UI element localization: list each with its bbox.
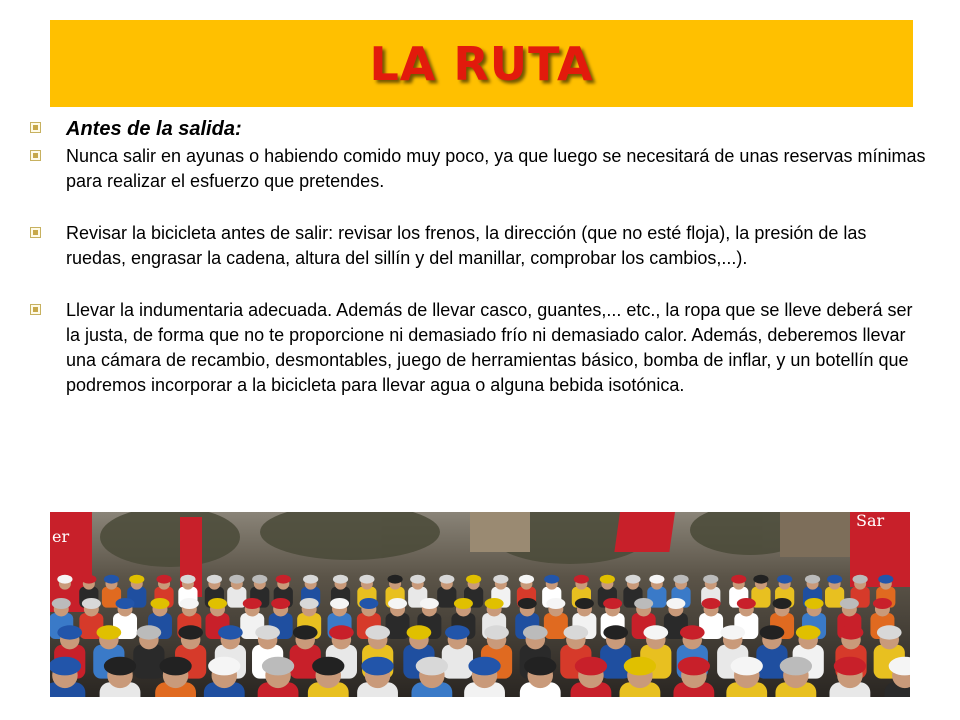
- cyclist-helmet: [702, 598, 721, 609]
- cyclist-helmet: [407, 625, 432, 639]
- cyclist-helmet: [57, 575, 72, 584]
- banner-left-text: er: [52, 527, 70, 546]
- cyclist-helmet: [649, 575, 664, 584]
- cyclist-helmet: [50, 657, 81, 676]
- cyclist-jersey: [133, 645, 164, 679]
- cyclist-helmet: [773, 598, 792, 609]
- cyclist-helmet: [454, 598, 473, 609]
- cyclist-helmet: [703, 575, 718, 584]
- cyclist-helmet: [255, 625, 280, 639]
- cyclist-helmet: [180, 598, 199, 609]
- cyclist-helmet: [104, 575, 119, 584]
- cyclist-helmet: [229, 575, 244, 584]
- cyclist-helmet: [519, 575, 534, 584]
- cyclist-jersey: [544, 613, 568, 639]
- cyclist-helmet: [678, 657, 710, 676]
- slide-title: LA RUTA: [369, 36, 594, 91]
- cyclist-helmet: [207, 575, 222, 584]
- cyclist-helmet: [805, 598, 824, 609]
- cyclist-helmet: [293, 625, 318, 639]
- cyclist-helmet: [524, 657, 556, 676]
- cyclist-helmet: [839, 625, 864, 639]
- cyclist-helmet: [116, 598, 135, 609]
- cyclist-helmet: [840, 598, 859, 609]
- cyclist-helmet: [485, 598, 504, 609]
- cyclist-helmet: [760, 625, 785, 639]
- cyclist-helmet: [624, 657, 656, 676]
- title-bar: [50, 20, 913, 107]
- cyclist-helmet: [330, 598, 349, 609]
- cyclist-helmet: [178, 625, 203, 639]
- cyclist-helmet: [805, 575, 820, 584]
- cyclist-jersey: [437, 587, 456, 608]
- cyclist-helmet: [445, 625, 470, 639]
- cyclist-helmet: [853, 575, 868, 584]
- cyclist-helmet: [731, 575, 746, 584]
- cyclist-helmet: [156, 575, 171, 584]
- cyclist-helmet: [159, 657, 191, 676]
- cyclist-helmet: [262, 657, 294, 676]
- cyclist-helmet: [643, 625, 668, 639]
- cyclist-helmet: [563, 625, 588, 639]
- cyclist-jersey: [386, 613, 410, 639]
- cyclist-helmet: [439, 575, 454, 584]
- cyclist-helmet: [634, 598, 653, 609]
- bullet-paragraph-1: [30, 144, 930, 194]
- bullet-heading: [30, 116, 930, 142]
- cyclist-helmet: [329, 625, 354, 639]
- cyclist-helmet: [877, 625, 902, 639]
- cyclist-helmet: [150, 598, 169, 609]
- cyclist-helmet: [333, 575, 348, 584]
- cyclist-helmet: [666, 598, 685, 609]
- banner-right-text: Sar: [856, 512, 885, 530]
- cyclist-helmet: [361, 657, 393, 676]
- cyclist-helmet: [416, 657, 448, 676]
- cyclist-helmet: [410, 575, 425, 584]
- cyclist-helmet: [737, 598, 756, 609]
- cyclist-helmet: [365, 625, 390, 639]
- cyclist-helmet: [276, 575, 291, 584]
- cyclist-helmet: [218, 625, 243, 639]
- cyclist-helmet: [546, 598, 565, 609]
- square-bullet-icon: [30, 221, 66, 238]
- cyclist-helmet: [673, 575, 688, 584]
- cyclist-helmet: [243, 598, 262, 609]
- cyclist-helmet: [523, 625, 548, 639]
- paragraph-text: Nunca salir en ayunas o habiendo comido muy poco, ya que luego se necesitará de unas reservas mínimas para realizar el esfuerzo que pretendes.: [66, 146, 926, 191]
- cyclists-crowd-photo: [50, 512, 910, 697]
- paragraph-text: Llevar la indumentaria adecuada. Además de llevar casco, guantes,... etc., la ropa que se lleve deberá ser la justa, de forma que no te proporcione ni demasiado frío ni demasiado calor. Además, deberemos llevar una cámara de recambio, desmontables, juego de herramientas básico, bomba de inflar, y un botellín que podremos incorporar a la bicicleta para llevar agua o alguna bebida isotónica.: [66, 300, 913, 395]
- slide-content: [30, 116, 930, 398]
- cyclist-helmet: [625, 575, 640, 584]
- cyclist-helmet: [387, 575, 402, 584]
- cyclist-helmet: [777, 575, 792, 584]
- cyclist-helmet: [834, 657, 866, 676]
- cyclist-helmet: [303, 575, 318, 584]
- square-bullet-icon: [30, 298, 66, 315]
- cyclist-helmet: [873, 598, 892, 609]
- bullet-paragraph-2: [30, 221, 930, 271]
- cyclist-helmet: [52, 598, 71, 609]
- cyclist-helmet: [82, 598, 101, 609]
- cyclist-helmet: [97, 625, 122, 639]
- cyclist-helmet: [468, 657, 500, 676]
- cyclist-helmet: [603, 598, 622, 609]
- cyclist-helmet: [753, 575, 768, 584]
- cyclist-helmet: [208, 657, 240, 676]
- cyclist-helmet: [780, 657, 812, 676]
- paragraph-text: Revisar la bicicleta antes de salir: revisar los frenos, la dirección (que no esté floja), la presión de las ruedas, engrasar la cadena, altura del sillín y del manillar, comprobar los cambios,...).: [66, 223, 867, 268]
- cyclist-helmet: [878, 575, 893, 584]
- cyclist-helmet: [603, 625, 628, 639]
- cyclist-helmet: [731, 657, 763, 676]
- cyclist-helmet: [359, 575, 374, 584]
- cyclist-helmet: [518, 598, 537, 609]
- square-bullet-icon: [30, 144, 66, 161]
- cyclist-helmet: [493, 575, 508, 584]
- cyclist-helmet: [312, 657, 344, 676]
- cyclist-helmet: [574, 575, 589, 584]
- cyclist-helmet: [57, 625, 82, 639]
- cyclist-helmet: [600, 575, 615, 584]
- cyclist-helmet: [252, 575, 267, 584]
- cyclist-helmet: [208, 598, 227, 609]
- cyclist-helmet: [796, 625, 821, 639]
- cyclist-helmet: [827, 575, 842, 584]
- cyclist-helmet: [137, 625, 162, 639]
- cyclist-helmet: [81, 575, 96, 584]
- cyclist-helmet: [720, 625, 745, 639]
- cyclist-helmet: [544, 575, 559, 584]
- bullet-paragraph-3: [30, 298, 930, 398]
- cyclist-helmet: [575, 598, 594, 609]
- cyclist-helmet: [680, 625, 705, 639]
- section-heading: Antes de la salida:: [66, 118, 242, 140]
- cyclist-helmet: [388, 598, 407, 609]
- cyclist-helmet: [300, 598, 319, 609]
- cyclist-helmet: [420, 598, 439, 609]
- square-bullet-icon: [30, 116, 66, 133]
- cyclist-helmet: [466, 575, 481, 584]
- cyclist-jersey: [442, 645, 473, 679]
- cyclist-helmet: [129, 575, 144, 584]
- cyclist-helmet: [575, 657, 607, 676]
- cyclist-helmet: [271, 598, 290, 609]
- cyclist-helmet: [359, 598, 378, 609]
- cyclist-helmet: [104, 657, 136, 676]
- cyclist-helmet: [180, 575, 195, 584]
- cyclist-helmet: [484, 625, 509, 639]
